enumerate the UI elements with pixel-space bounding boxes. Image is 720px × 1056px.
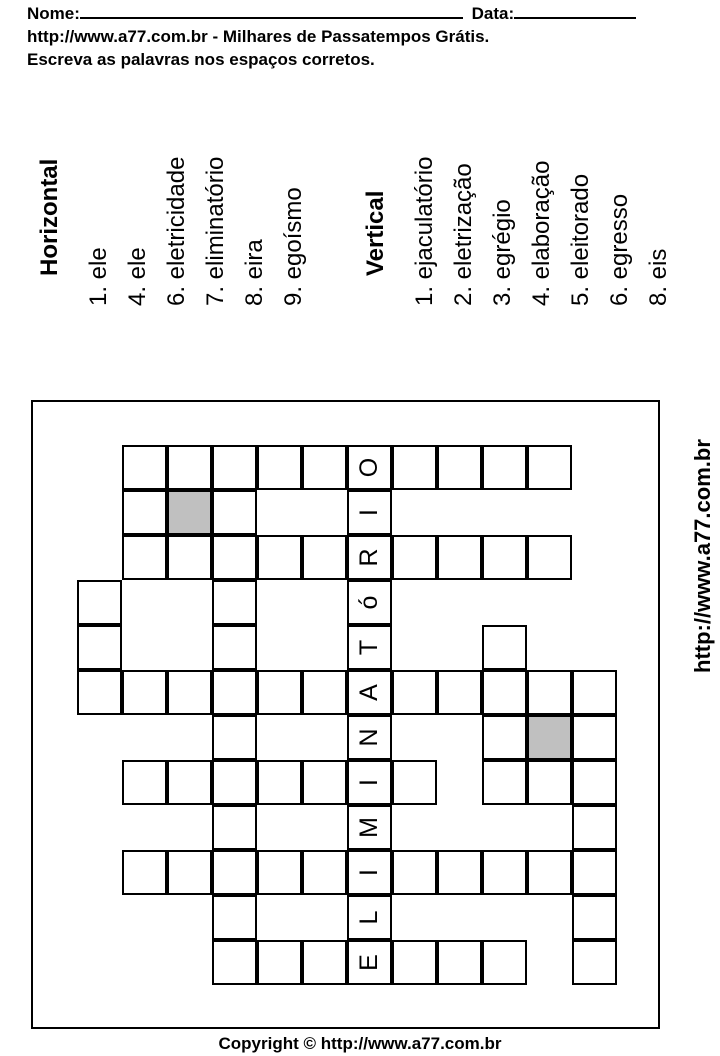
grid-cell[interactable] bbox=[122, 760, 167, 805]
grid-cell[interactable] bbox=[347, 850, 392, 895]
grid-cell[interactable] bbox=[167, 850, 212, 895]
footer-copyright: Copyright © http://www.a77.com.br bbox=[218, 1034, 502, 1053]
grid-cell[interactable] bbox=[302, 850, 347, 895]
grid-cell[interactable] bbox=[482, 670, 527, 715]
grid-cell[interactable] bbox=[212, 940, 257, 985]
clue-v-2: 2. eletrização bbox=[450, 163, 477, 306]
clue-v-8: 8. eis bbox=[645, 248, 672, 306]
solution-letter: L bbox=[355, 910, 383, 925]
grid-cell[interactable] bbox=[437, 940, 482, 985]
grid-cell[interactable] bbox=[347, 715, 392, 760]
clue-h-1: 1. ele bbox=[85, 247, 112, 306]
grid-cell[interactable] bbox=[392, 760, 437, 805]
grid-cell[interactable] bbox=[212, 670, 257, 715]
grid-cell[interactable] bbox=[257, 850, 302, 895]
grid-cell[interactable] bbox=[527, 670, 572, 715]
solution-letter: E bbox=[355, 954, 383, 971]
grid-cell[interactable] bbox=[302, 445, 347, 490]
grid-cell[interactable] bbox=[482, 535, 527, 580]
grid-cell[interactable] bbox=[257, 445, 302, 490]
instruction-line: Escreva as palavras nos espaços corretos. bbox=[27, 50, 375, 69]
grid-cell[interactable] bbox=[347, 805, 392, 850]
grid-cell[interactable] bbox=[212, 895, 257, 940]
clue-v-3: 3. egrégio bbox=[489, 199, 516, 306]
clue-v-4: 4. elaboração bbox=[528, 160, 555, 306]
side-url: http://www.a77.com.br bbox=[690, 439, 715, 673]
grid-cell[interactable] bbox=[167, 535, 212, 580]
grid-cell[interactable] bbox=[257, 670, 302, 715]
grid-cell[interactable] bbox=[392, 535, 437, 580]
grid-cell[interactable] bbox=[437, 445, 482, 490]
grid-cell[interactable] bbox=[572, 805, 617, 850]
grid-cell[interactable] bbox=[392, 670, 437, 715]
grid-cell[interactable] bbox=[482, 940, 527, 985]
grid-cell[interactable] bbox=[302, 940, 347, 985]
grid-cell[interactable] bbox=[482, 625, 527, 670]
grid-cell[interactable] bbox=[527, 535, 572, 580]
shaded-cell bbox=[167, 490, 212, 535]
clue-h-9: 9. egoísmo bbox=[280, 187, 307, 306]
solution-letter: M bbox=[355, 817, 383, 838]
grid-cell[interactable] bbox=[572, 895, 617, 940]
grid-cell[interactable] bbox=[347, 760, 392, 805]
grid-cell[interactable] bbox=[572, 760, 617, 805]
clue-h-6: 6. eletricidade bbox=[163, 156, 190, 306]
grid-cell[interactable] bbox=[167, 445, 212, 490]
grid-cell[interactable] bbox=[347, 445, 392, 490]
grid-cell[interactable] bbox=[212, 580, 257, 625]
grid-cell[interactable] bbox=[167, 670, 212, 715]
solution-letter: A bbox=[355, 684, 383, 701]
grid-cell[interactable] bbox=[347, 940, 392, 985]
grid-cell[interactable] bbox=[482, 445, 527, 490]
grid-cell[interactable] bbox=[122, 850, 167, 895]
grid-cell[interactable] bbox=[347, 670, 392, 715]
grid-cell[interactable] bbox=[77, 580, 122, 625]
grid-cell[interactable] bbox=[122, 490, 167, 535]
grid-cell[interactable] bbox=[572, 940, 617, 985]
grid-cell[interactable] bbox=[392, 850, 437, 895]
grid-cell[interactable] bbox=[572, 670, 617, 715]
grid-cell[interactable] bbox=[167, 760, 212, 805]
grid-cell[interactable] bbox=[212, 715, 257, 760]
grid-cell[interactable] bbox=[77, 670, 122, 715]
grid-cell[interactable] bbox=[347, 580, 392, 625]
grid-cell[interactable] bbox=[302, 760, 347, 805]
grid-cell[interactable] bbox=[392, 940, 437, 985]
solution-letter: T bbox=[355, 639, 383, 656]
grid-cell[interactable] bbox=[482, 850, 527, 895]
grid-cell[interactable] bbox=[212, 535, 257, 580]
grid-cell[interactable] bbox=[122, 670, 167, 715]
grid-cell[interactable] bbox=[572, 850, 617, 895]
solution-letter: I bbox=[355, 509, 383, 516]
clue-list bbox=[0, 0, 720, 320]
grid-cell[interactable] bbox=[392, 445, 437, 490]
shaded-cell bbox=[527, 715, 572, 760]
solution-letter: R bbox=[355, 548, 383, 567]
site-line: http://www.a77.com.br - Milhares de Passatempos Grátis. bbox=[27, 27, 490, 46]
clue-h-8: 8. eira bbox=[241, 239, 268, 306]
grid-cell[interactable] bbox=[347, 490, 392, 535]
grid-cell[interactable] bbox=[77, 625, 122, 670]
horizontal-title: Horizontal bbox=[36, 158, 63, 276]
grid-cell[interactable] bbox=[527, 445, 572, 490]
grid-cell[interactable] bbox=[212, 625, 257, 670]
grid-cell[interactable] bbox=[437, 535, 482, 580]
clue-v-6: 6. egresso bbox=[606, 193, 633, 306]
grid-cell[interactable] bbox=[212, 490, 257, 535]
clue-v-5: 5. eleitorado bbox=[567, 173, 594, 306]
date-label: Data: bbox=[471, 4, 515, 23]
grid-cell[interactable] bbox=[257, 940, 302, 985]
grid-cell[interactable] bbox=[257, 760, 302, 805]
solution-letter: N bbox=[355, 728, 383, 747]
grid-cell[interactable] bbox=[212, 850, 257, 895]
solution-letter: I bbox=[355, 779, 383, 786]
grid-cell[interactable] bbox=[482, 715, 527, 760]
grid-cell[interactable] bbox=[347, 535, 392, 580]
vertical-title: Vertical bbox=[362, 190, 389, 276]
solution-letter: I bbox=[355, 869, 383, 876]
grid-cell[interactable] bbox=[527, 850, 572, 895]
solution-letter: ó bbox=[355, 595, 383, 610]
grid-cell[interactable] bbox=[212, 805, 257, 850]
grid-cell[interactable] bbox=[212, 445, 257, 490]
grid-cell[interactable] bbox=[212, 760, 257, 805]
grid-cell[interactable] bbox=[257, 535, 302, 580]
name-label: Nome: bbox=[27, 4, 80, 23]
grid-cell[interactable] bbox=[347, 895, 392, 940]
grid-cell[interactable] bbox=[122, 445, 167, 490]
clue-h-4: 4. ele bbox=[124, 247, 151, 306]
clue-v-1: 1. ejaculatório bbox=[411, 156, 438, 306]
grid-cell[interactable] bbox=[302, 535, 347, 580]
grid-cell[interactable] bbox=[437, 670, 482, 715]
grid-cell[interactable] bbox=[527, 760, 572, 805]
grid-cell[interactable] bbox=[482, 760, 527, 805]
grid-cell[interactable] bbox=[122, 535, 167, 580]
clue-h-7: 7. eliminatório bbox=[202, 156, 229, 306]
grid-cell[interactable] bbox=[572, 715, 617, 760]
solution-letter: O bbox=[355, 457, 383, 478]
grid-cell[interactable] bbox=[302, 670, 347, 715]
grid-cell[interactable] bbox=[437, 850, 482, 895]
grid-cell[interactable] bbox=[347, 625, 392, 670]
